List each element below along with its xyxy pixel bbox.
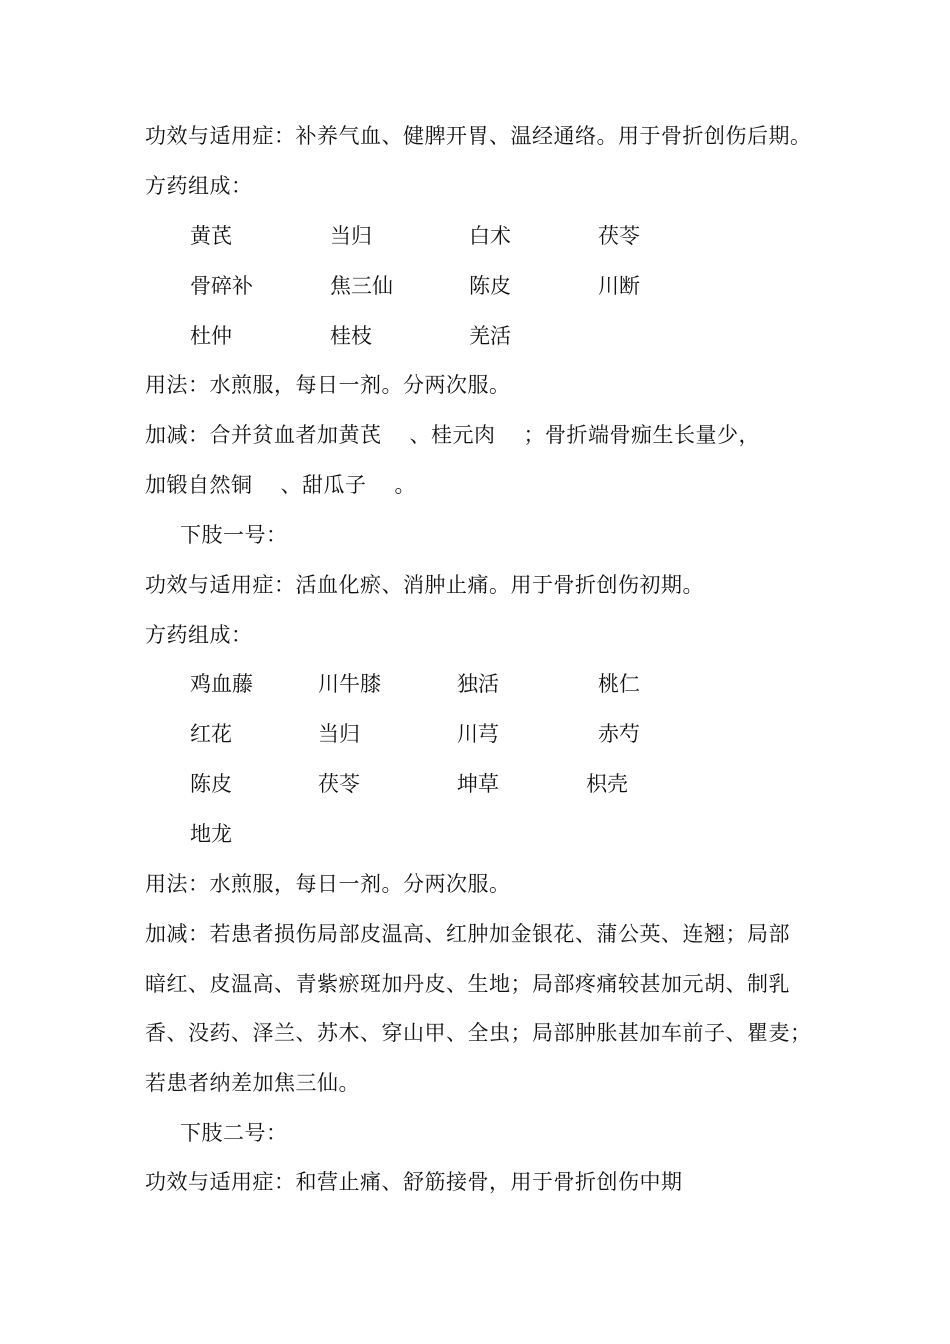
herb-item: 当归 bbox=[318, 722, 360, 746]
herb-item: 白术 bbox=[469, 224, 511, 248]
modification-segment: 、桂元肉 bbox=[409, 423, 496, 447]
herb-item: 陈皮 bbox=[190, 772, 232, 796]
modification-line: 若患者纳差加焦三仙。 bbox=[145, 1071, 360, 1095]
herb-item: 红花 bbox=[190, 722, 232, 746]
usage-text: 用法：水煎服，每日一剂。分两次服。 bbox=[145, 872, 511, 896]
modification-line: 香、没药、泽兰、苏木、穿山甲、全虫；局部肿胀甚加车前子、瞿麦； bbox=[145, 1021, 812, 1045]
herb-item: 独活 bbox=[457, 672, 499, 696]
herb-item: 桃仁 bbox=[598, 672, 640, 696]
herb-item: 鸡血藤 bbox=[190, 672, 253, 696]
section-heading: 下肢一号： bbox=[180, 523, 288, 547]
modification-line: 加减：若患者损伤局部皮温高、红肿加金银花、蒲公英、连翘；局部 bbox=[145, 922, 790, 946]
efficacy-text: 功效与适用症：活血化瘀、消肿止痛。用于骨折创伤初期。 bbox=[145, 573, 704, 597]
modification-segment: 。 bbox=[394, 473, 416, 497]
herb-item: 焦三仙 bbox=[330, 274, 393, 298]
modification-segment: 加减：合并贫血者加黄芪 bbox=[145, 423, 382, 447]
efficacy-text: 功效与适用症：和营止痛、舒筋接骨，用于骨折创伤中期 bbox=[145, 1170, 683, 1194]
herb-item: 川断 bbox=[598, 274, 640, 298]
efficacy-text: 功效与适用症：补养气血、健脾开胃、温经通络。用于骨折创伤后期。 bbox=[145, 124, 812, 148]
modification-line: 暗红、皮温高、青紫瘀斑加丹皮、生地；局部疼痛较甚加元胡、制乳 bbox=[145, 972, 790, 996]
section-heading: 下肢二号： bbox=[180, 1121, 288, 1145]
herb-item: 地龙 bbox=[190, 822, 232, 846]
herb-item: 坤草 bbox=[457, 772, 499, 796]
herb-item: 茯苓 bbox=[598, 224, 640, 248]
herb-item: 枳壳 bbox=[586, 772, 628, 796]
herb-item: 陈皮 bbox=[469, 274, 511, 298]
modification-segment: 、甜瓜子 bbox=[280, 473, 367, 497]
composition-label: 方药组成： bbox=[145, 174, 253, 198]
herb-item: 桂枝 bbox=[330, 324, 372, 348]
usage-text: 用法：水煎服，每日一剂。分两次服。 bbox=[145, 373, 511, 397]
herb-item: 赤芍 bbox=[598, 722, 640, 746]
herb-item: 杜仲 bbox=[190, 324, 232, 348]
composition-label: 方药组成： bbox=[145, 623, 253, 647]
modification-segment: ；骨折端骨痂生长量少， bbox=[523, 423, 760, 447]
herb-item: 当归 bbox=[330, 224, 372, 248]
herb-item: 骨碎补 bbox=[190, 274, 253, 298]
modification-segment: 加锻自然铜 bbox=[145, 473, 253, 497]
herb-item: 羌活 bbox=[469, 324, 511, 348]
herb-item: 黄芪 bbox=[190, 224, 232, 248]
herb-item: 川芎 bbox=[457, 722, 499, 746]
herb-item: 川牛膝 bbox=[318, 672, 381, 696]
herb-item: 茯苓 bbox=[318, 772, 360, 796]
modification-line bbox=[145, 422, 760, 448]
modification-line bbox=[145, 472, 416, 498]
